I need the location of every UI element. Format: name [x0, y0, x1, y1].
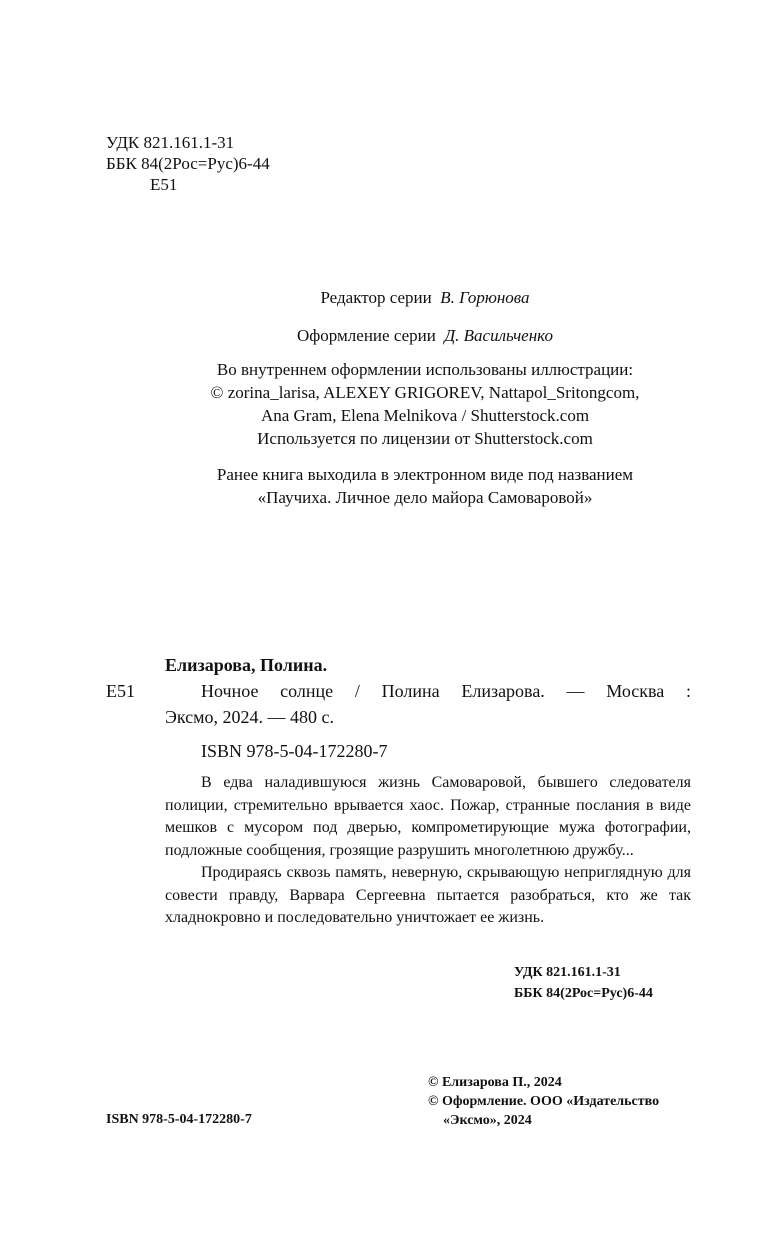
previous-edition: [100, 463, 750, 509]
series-editor: [100, 286, 750, 309]
annotation-paragraph: В едва наладившуюся жизнь Самоваровой, бывшего следователя полиции, стремительно врывается хаос. Пожар, странные послания в виде мешков с мусором под дверью, компрометирующие мужа фотографии, подложные сообщения, грозящие разрушить многолетнюю дружбу...: [165, 774, 691, 859]
catalog-line-2: Эксмо, 2024. — 480 с.: [165, 707, 335, 727]
annotation-paragraph: Продираясь сквозь память, неверную, скрывающую неприглядную для совести правду, Варвара Сергеевна пытается разобраться, кто же так хладнокровно и последовательно уничтожает ее жизнь.: [165, 864, 691, 926]
copyright-design-line-2: «Эксмо», 2024: [443, 1113, 532, 1128]
annotation-bbk: ББК 84(2Рос=Рус)6-44: [514, 986, 653, 1001]
udk-label: УДК: [106, 133, 140, 152]
illustrations-credits: [100, 358, 750, 450]
series-editor-label: Редактор серии: [320, 288, 432, 307]
catalog-line-1: Ночное солнце / Полина Елизарова. — Москва :: [201, 681, 691, 701]
copyright-author: © Елизарова П., 2024: [428, 1075, 562, 1090]
catalog-isbn: ISBN 978-5-04-172280-7: [201, 741, 388, 761]
series-design-label: Оформление серии: [297, 326, 436, 345]
udk-row: [106, 132, 270, 153]
annotation: [165, 772, 691, 930]
bbk-row: [106, 153, 270, 174]
previous-edition-line: «Паучиха. Личное дело майора Самоваровой»: [257, 488, 593, 507]
illustrations-line: Во внутреннем оформлении использованы иллюстрации:: [216, 360, 634, 379]
classification-block: [106, 132, 270, 195]
copyright-design-line-1: © Оформление. ООО «Издательство: [428, 1094, 660, 1109]
bbk-value: 84(2Рос=Рус)6-44: [141, 154, 270, 173]
footer-isbn: ISBN 978-5-04-172280-7: [106, 1112, 252, 1127]
series-design-name: Д. Васильченко: [444, 326, 553, 345]
author-mark: Е51: [150, 175, 178, 194]
catalog-mark: Е51: [106, 681, 135, 701]
annotation-udk: УДК 821.161.1-31: [514, 965, 621, 980]
illustrations-line: Ana Gram, Elena Melnikova / Shutterstock.com: [260, 406, 590, 425]
series-design: [100, 324, 750, 347]
illustrations-line: © zorina_larisa, ALEXEY GRIGOREV, Nattapol_Sritongcom,: [210, 383, 640, 402]
catalog-author-heading: Елизарова, Полина.: [165, 655, 328, 675]
udk-value: 821.161.1-31: [143, 133, 235, 152]
illustrations-line: Используется по лицензии от Shutterstock.com: [257, 429, 593, 448]
bbk-label: ББК: [106, 154, 137, 173]
previous-edition-line: Ранее книга выходила в электронном виде под названием: [216, 465, 634, 484]
series-editor-name: В. Горюнова: [440, 288, 530, 307]
